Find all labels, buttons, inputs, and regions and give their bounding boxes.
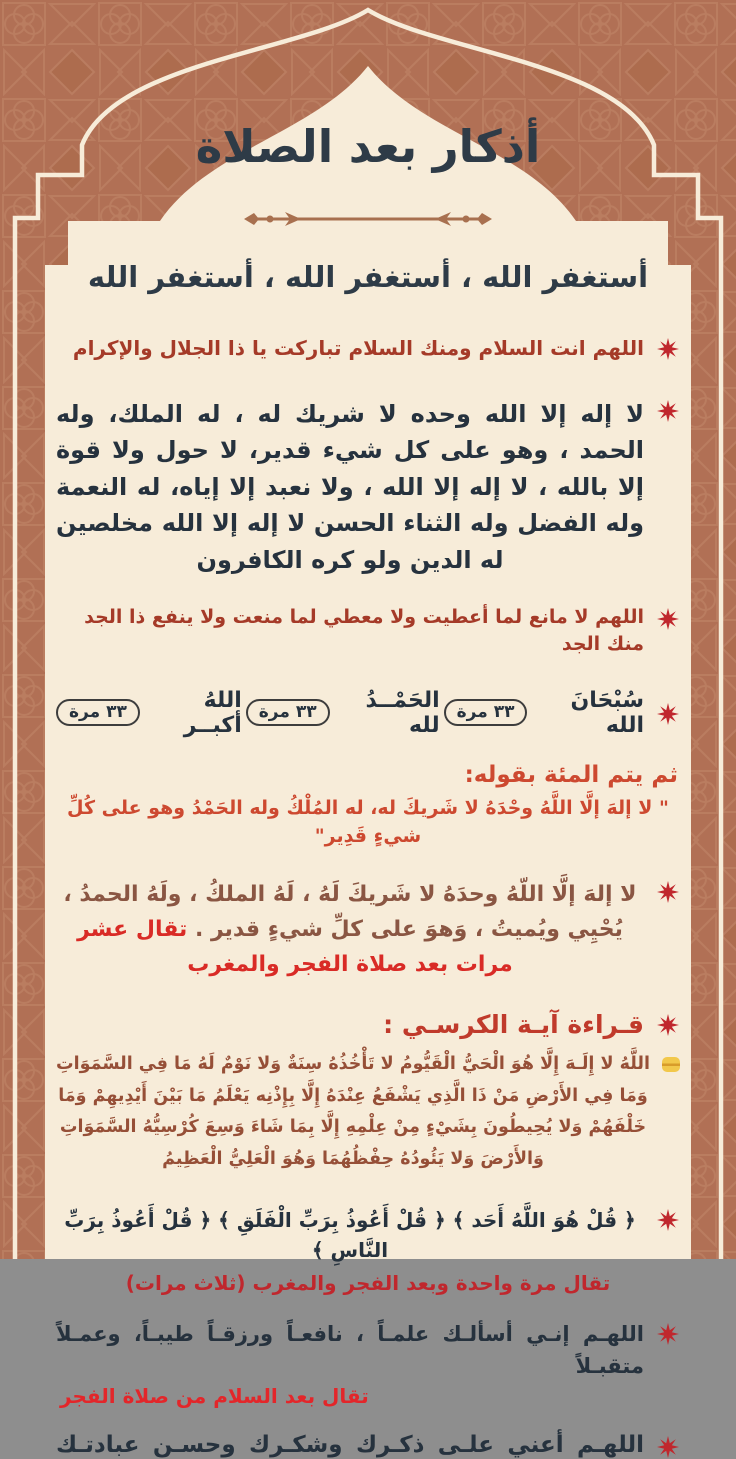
kursi-heading-row: [56, 1010, 680, 1039]
tasbih-label: الحَمْــدُ لله: [365, 687, 440, 738]
tahlil-dua-text: لا إله إلا الله وحده لا شريك له ، له الملك، وله الحمد ، وهو على كل شيء قدير، لا حول ولا قوة إلا بالله ، لا إله إلا الله ، ولا نعبد إلا إياه، له النعمة وله الفضل وله الثناء الحسن لا إله إلا الله مخلصين له الدين ولو كره الكافرون: [56, 400, 644, 574]
star-bullet-icon: [656, 702, 680, 726]
tasbih-item: [246, 688, 440, 738]
quls-row: [56, 1205, 680, 1265]
knowledge-note-line: تقال بعد السلام من صلاة الفجر: [60, 1384, 369, 1409]
tahlil-dua-row: [56, 396, 680, 578]
ten-times-text: [56, 877, 644, 983]
star-bullet-icon: [656, 399, 680, 423]
kursi-heading-text: قـراءة آيـة الكرسـي :: [383, 1010, 644, 1040]
tasbih-count-badge: ٣٣ مرة: [444, 699, 528, 726]
tasbih-row: [56, 688, 680, 738]
tasbih-label: اللهُ أكبــر: [183, 687, 242, 738]
knowledge-dua-row: [56, 1319, 680, 1382]
yellow-verse-marker-icon: [662, 1057, 680, 1072]
tasbih-label: سُبْحَانَ الله: [570, 687, 644, 738]
kursi-verse-row: [56, 1049, 680, 1175]
title-divider-ornament-icon: [243, 202, 493, 236]
tasbih-list: [56, 688, 644, 738]
page-title: أذكار بعد الصلاة: [195, 120, 541, 173]
star-bullet-icon: [656, 1208, 680, 1232]
star-bullet-icon: [656, 607, 680, 631]
salam-dua-row: [56, 334, 680, 362]
star-bullet-icon: [656, 337, 680, 361]
hundred-note-line: ثم يتم المئة بقوله:: [464, 761, 678, 788]
quls-note-line: تقال مرة واحدة وبعد الفجر والمغرب (ثلاث مرات): [125, 1271, 611, 1296]
tasbih-count-badge: ٣٣ مرة: [246, 699, 330, 726]
star-bullet-icon: [656, 880, 680, 904]
ten-times-dhikr: لا إلهَ إلَّا اللّهُ وحدَهُ لا شَريكَ لَهُ ، لَهُ الملكُ ، ولَهُ الحمدُ ، يُحْيِي ويُميتُ ، وَهوَ على كلِّ شيءٍ قدير .: [63, 881, 637, 942]
dhikr-dua-row: [56, 1432, 680, 1459]
kursi-verse-text: اللَّهُ لا إِلَـهَ إِلَّا هُوَ الْحَيُّ الْقَيُّومُ لا تَأْخُذُهُ سِنَةٌ وَلا نَوْمٌ لَهُ مَا فِي السَّمَوَاتِ وَمَا فِي الأَرْضِ مَنْ ذَا الَّذِي يَشْفَعُ عِنْدَهُ إِلَّا بِإِذْنِه يَعْلَمُ مَا بَيْنَ أَيْدِيهِمْ وَمَا خَلْفَهُمْ وَلا يُحِيطُونَ بِشَيْءٍ مِنْ عِلْمِهِ إِلَّا بِمَا شَاءَ وَسِعَ كُرْسِيُّهُ السَّمَوَاتِ وَالأَرْضَ وَلا يَئُودُهُ حِفْظُهُمَا وَهُوَ الْعَلِيُّ الْعَظِيمُ: [56, 1054, 650, 1169]
hundred-quote-line: " لا إلهَ إلَّا اللَّهُ وحْدَهُ لا شَريكَ له، له المُلْكُ وله الحَمْدُ وهو على كُلِّ شيءٍ قَدِير": [67, 796, 669, 848]
dhikr-dua-text: اللهـم أعني علـى ذكـرك وشكـرك وحسـن عبادتـك: [56, 1432, 644, 1459]
salam-dua-text: اللهم انت السلام ومنك السلام تباركت يا ذا الجلال والإكرام: [72, 336, 644, 360]
tasbih-item: [56, 688, 242, 738]
mani-dua-row: [56, 604, 680, 657]
content-area: [56, 246, 680, 1459]
star-bullet-icon: [656, 1322, 680, 1346]
mani-dua-text: اللهم لا مانع لما أعطيت ولا معطي لما منعت ولا ينفع ذا الجد منك الجد: [84, 606, 644, 655]
tasbih-count-badge: ٣٣ مرة: [56, 699, 140, 726]
ten-times-note: تقال عشر مرات بعد صلاة الفجر والمغرب: [77, 916, 513, 977]
quls-text: ﴿ قُلْ هُوَ اللَّهُ أَحَد ﴾ ﴿ قُلْ أَعُوذُ بِرَبِّ الْفَلَقِ ﴾ ﴿ قُلْ أَعُوذُ بِرَبِّ النَّاسِ ﴾: [64, 1208, 636, 1263]
star-bullet-icon: [656, 1013, 680, 1037]
tasbih-item: [444, 688, 644, 738]
knowledge-dua-text: اللهـم إنـي أسألـك علمـاً ، نافعـاً ورزقـاً طيبـاً، وعمـلاً متقبـلاً: [56, 1322, 644, 1378]
ten-times-row: [56, 877, 680, 983]
istighfar-line: أستغفر الله ، أستغفر الله ، أستغفر الله: [87, 260, 649, 294]
star-bullet-icon: [656, 1435, 680, 1459]
